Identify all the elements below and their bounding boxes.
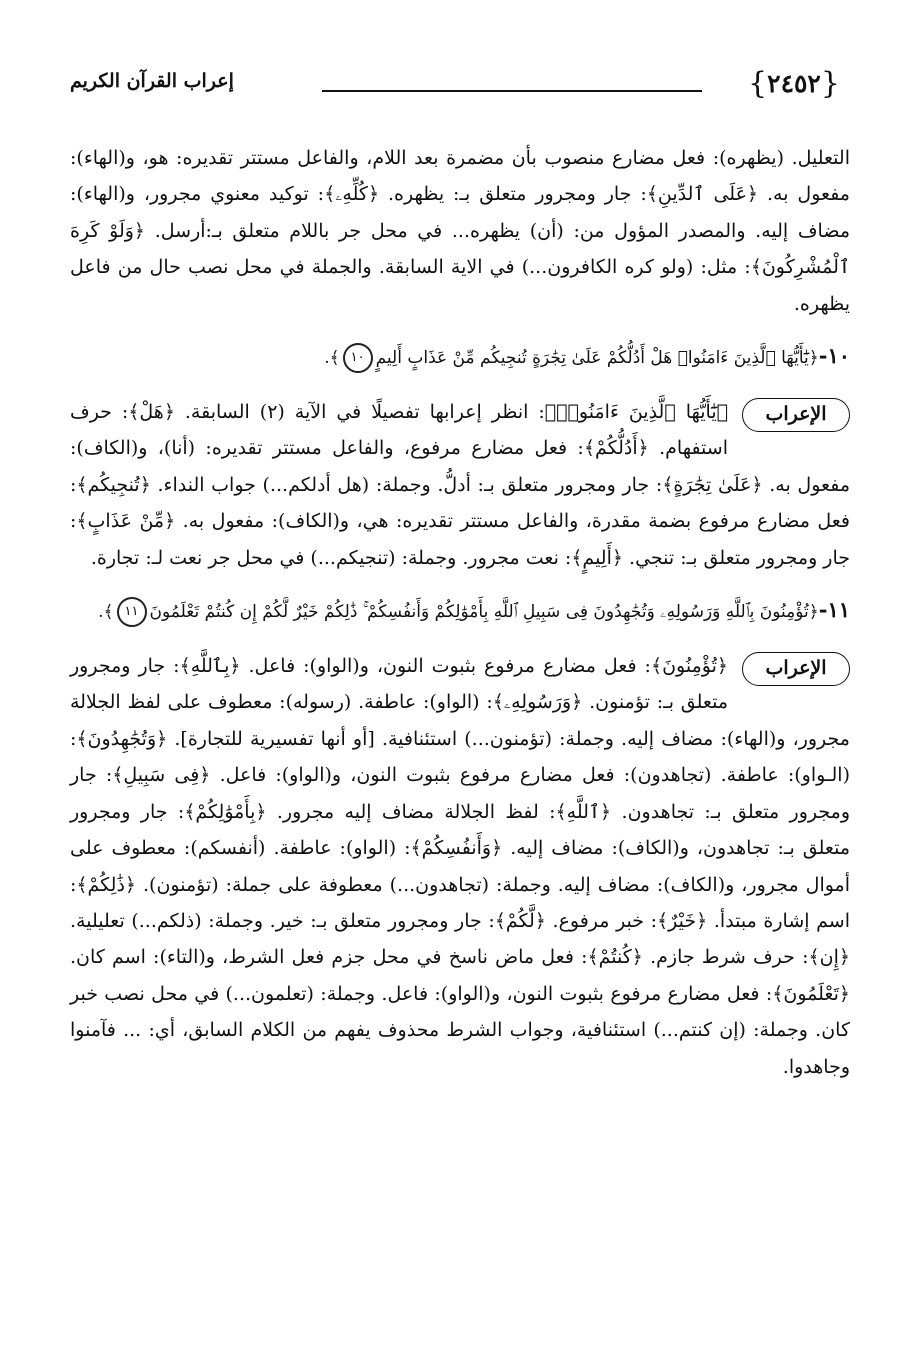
page-number-brace-right: { [820,66,840,101]
verse-11 [70,588,850,634]
verse-close-bracket: ﴾. [98,602,114,623]
irab-text: ﴿يَٰٓأَيُّهَا ٱلَّذِينَ ءَامَنُوا۟﴾: انظر إعرابها تفصيلًا في الآية (٢) السابقة. ﴿هَلْ﴾: حرف استفهام. ﴿أَدُلُّكُمْ﴾: فعل مضارع مرفوع، والفاعل مستتر تقديره: (أنا)، و(الكاف): مفعول به. ﴿عَلَىٰ تِجَٰرَةٍ﴾: جار ومجرور متعلق بـ: أدلُّ. وجملة: (هل أدلكم...) جواب النداء. ﴿تُنجِيكُم﴾: فعل مضارع مرفوع بضمة مقدرة، والفاعل مستتر تقديره: هي، و(الكاف): مفعول به. ﴿مِّنْ عَذَابٍ﴾: جار ومجرور متعلق بـ: تنجي. ﴿أَلِيمٍ﴾: نعت مجرور. وجملة: (تنجيكم...) في محل جر نعت لـ: تجارة. [70,401,850,569]
irab-label: الإعراب [742,652,850,686]
intro-paragraph: التعليل. (يظهره): فعل مضارع منصوب بأن مضمرة بعد اللام، والفاعل مستتر تقديره: هو، و(الهاء): مفعول به. ﴿عَلَى ٱلدِّينِ﴾: جار ومجرور متعلق بـ: يظهره. ﴿كُلِّهِۦ﴾: توكيد معنوي مجرور، و(الهاء): مضاف إليه. والمصدر المؤول من: (أن) يظهره... في محل جر باللام متعلق بـ:أرسل. ﴿وَلَوْ كَرِهَ ٱلْمُشْرِكُونَ﴾: مثل: (ولو كره الكافرون...) في الاية السابقة. والجملة في محل نصب حال من فاعل يظهره. [70,147,850,315]
verse-text: تُؤْمِنُونَ بِٱللَّهِ وَرَسُولِهِۦ وَتُجَٰهِدُونَ فِى سَبِيلِ ٱللَّهِ بِأَمْوَٰلِكُمْ وَأَنفُسِكُمْ ۚ ذَٰلِكُمْ خَيْرٌ لَّكُمْ إِن كُنتُمْ تَعْلَمُونَ [149,602,809,623]
verse-number: ١٠- [818,343,850,369]
ayah-number-marker: ١١ [117,597,147,627]
ayah-number-marker: ١٠ [343,343,373,373]
verse-open-bracket: ﴿ [808,348,819,369]
page-number-brace-left: } [748,66,768,101]
irab-block-10 [70,394,850,576]
book-title: إعراب القرآن الكريم [70,70,234,92]
irab-text: ﴿تُؤْمِنُونَ﴾: فعل مضارع مرفوع بثبوت النون، و(الواو): فاعل. ﴿بِٱللَّهِ﴾: جار ومجرور متعلق بـ: تؤمنون. ﴿وَرَسُولِهِۦ﴾: (الواو): عاطفة. (رسوله): معطوف على لفظ الجلالة مجرور، و(الهاء): مضاف إليه. وجملة: (تؤمنون...) استئنافية. [أو أنها تفسيرية للتجارة]. ﴿وَتُجَٰهِدُونَ﴾: (الـواو): عاطفة. (تجاهدون): فعل مضارع مرفوع بثبوت النون، و(الواو): فاعل. ﴿فِى سَبِيلِ﴾: جار ومجرور متعلق بـ: تجاهدون. ﴿ٱللَّهِ﴾: لفظ الجلالة مضاف إليه مجرور. ﴿بِأَمْوَٰلِكُمْ﴾: جار ومجرور متعلق بـ: تجاهدون، و(الكاف): مضاف إليه. ﴿وَأَنفُسِكُمْ﴾: (الواو): عاطفة. (أنفسكم): معطوف على أموال مجرور، و(الكاف): مضاف إليه. وجملة: (تجاهدون...) معطوفة على جملة: (تؤمنون). ﴿ذَٰلِكُمْ﴾: اسم إشارة مبتدأ. ﴿خَيْرٌ﴾: خبر مرفوع. ﴿لَّكُمْ﴾: جار ومجرور متعلق بـ: خير. وجملة: (ذلكم...) تعليلية. ﴿إِن﴾: حرف شرط جازم. ﴿كُنتُمْ﴾: فعل ماض ناسخ في محل جزم فعل الشرط، و(التاء): اسم كان. ﴿تَعْلَمُونَ﴾: فعل مضارع مرفوع بثبوت النون، و(الواو): فاعل. وجملة: (تعلمون...) في محل نصب خبر كان. وجملة: (إن كنتم...) استئنافية، وجواب الشرط محذوف يفهم من الكلام السابق، أي: ... فآمنوا وجاهدوا. [70,655,850,1078]
verse-10 [70,334,850,380]
header-rule [322,90,702,92]
page-header [70,58,850,114]
verse-text: يَٰٓأَيُّهَا ٱلَّذِينَ ءَامَنُوا۟ هَلْ أَدُلُّكُمْ عَلَىٰ تِجَٰرَةٍ تُنجِيكُم مِّنْ عَذَابٍ أَلِيمٍ [375,348,809,369]
irab-block-11 [70,648,850,1085]
verse-open-bracket: ﴿ [808,602,819,623]
irab-label: الإعراب [742,398,850,432]
verse-close-bracket: ﴾. [324,348,340,369]
page-number-value: ٢٤٥٢ [767,69,821,98]
verse-number: ١١- [818,597,850,623]
page-number [738,64,850,104]
page-content [70,140,850,1085]
